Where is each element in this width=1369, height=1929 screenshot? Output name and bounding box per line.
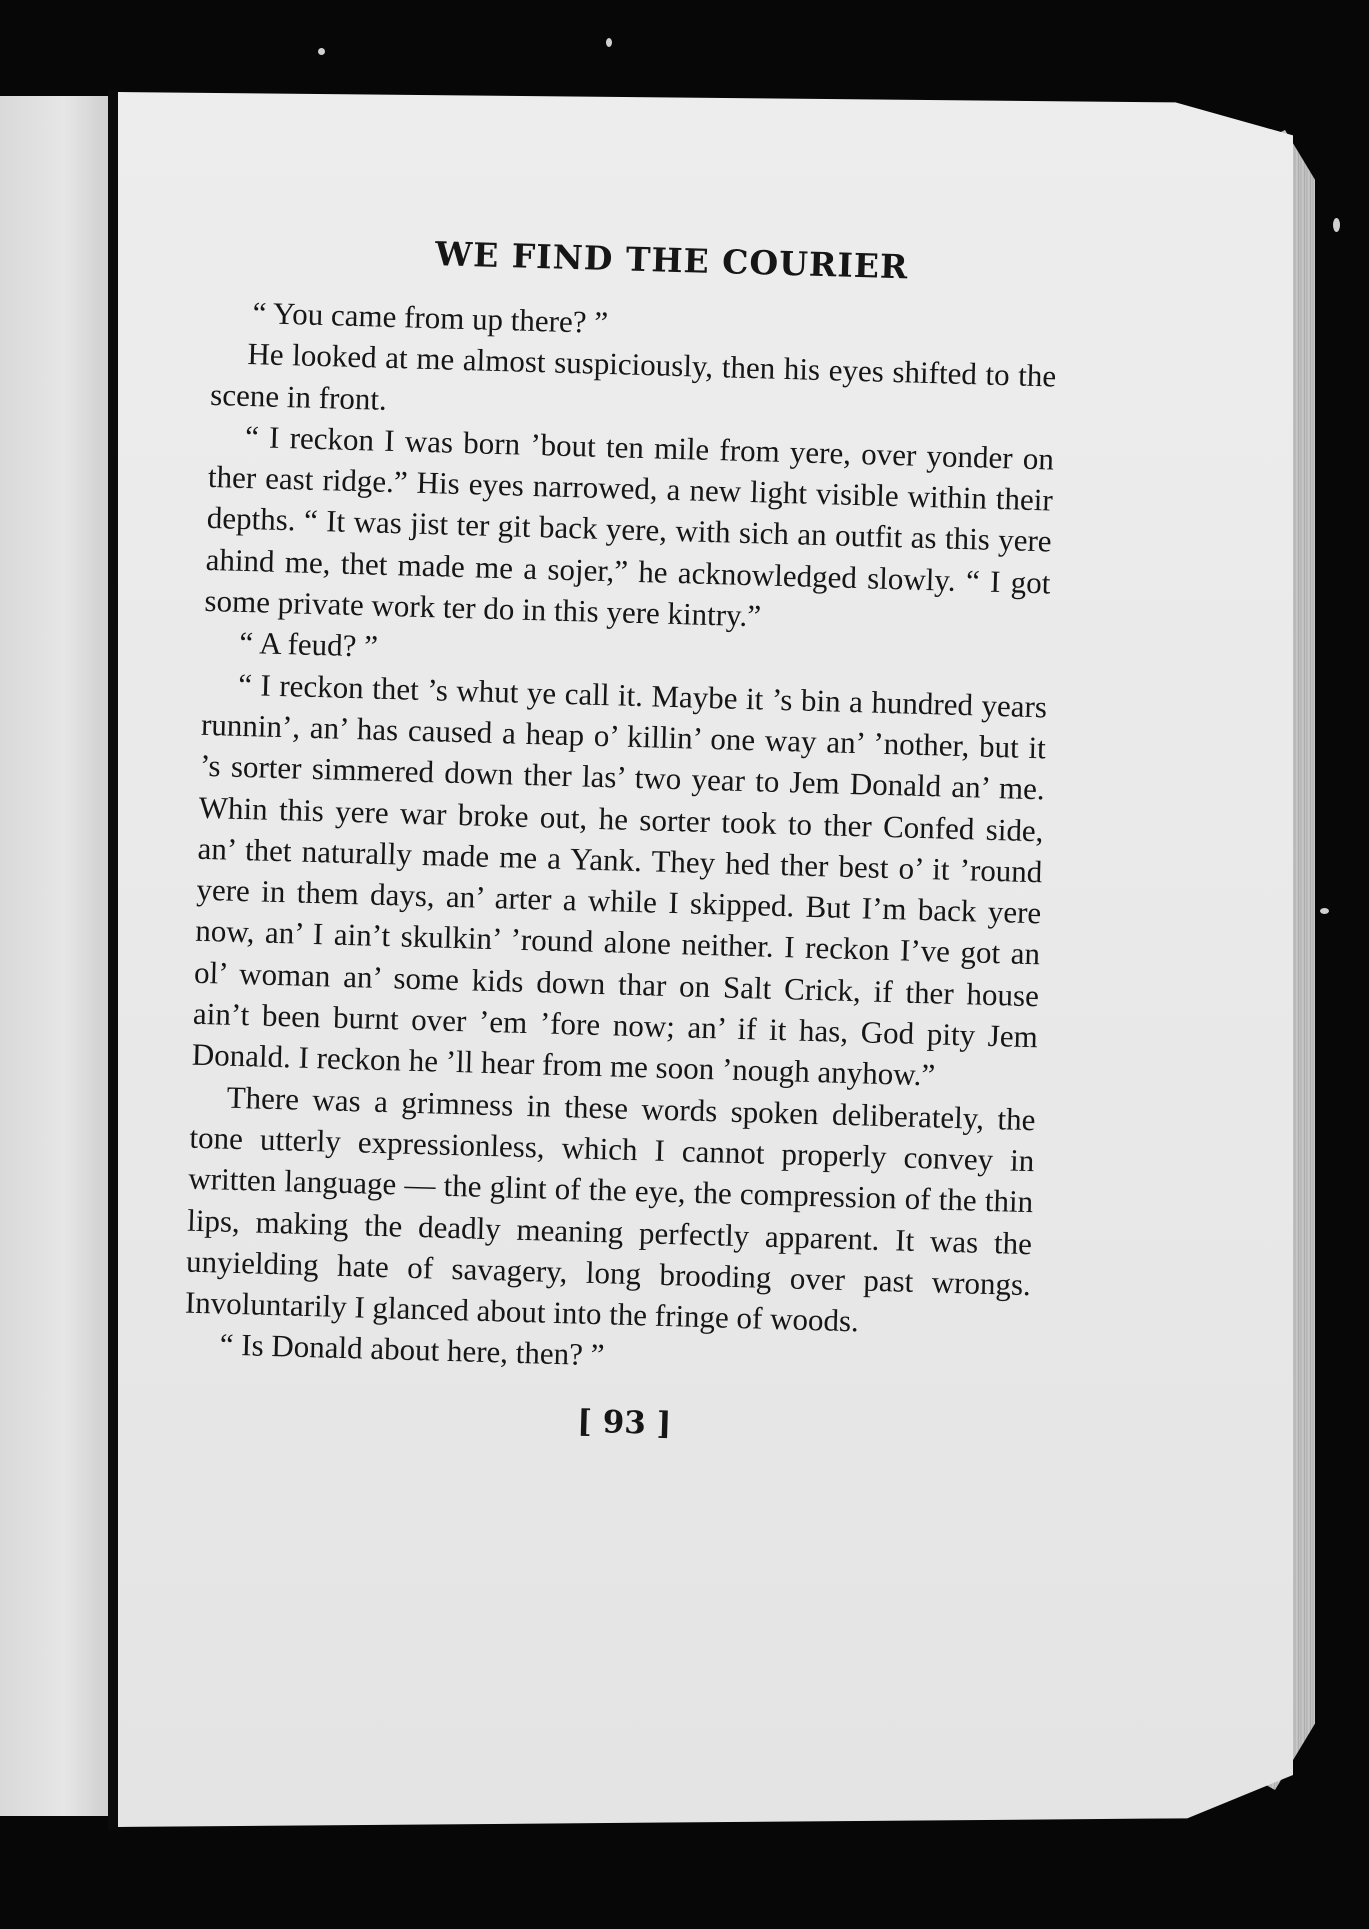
paragraph: “ I reckon thet ’s whut ye call it. Maybe it ’s bin a hundred years runnin’, an’ has caused a heap o’ killin’ one way an’ ’nother, but it ’s sorter simmered down ther las’ two year to Jem Donald an’ me. Whin this yere war broke out, he sorter took to ther Confed side, an’ thet naturally made me a Yank. They hed ther best o’ it ’round yere in them days, an’ arter a while I skipped. But I’m back yere now, an’ I ain’t skulkin’ ’round alone neither. I reckon I’ve got an ol’ woman an’ some kids down thar on Salt Crick, if ther house ain’t been burnt over ’em ’fore now; an’ if it has, God pity Jem Donald. I reckon he ’ll hear from me soon ’nough anyhow.”: [191, 666, 1048, 1093]
paragraph: There was a grimness in these words spoken deliberately, the tone utterly expressionless, which I cannot properly convey in written language — the glint of the eye, the compression of the thin lips, making the deadly meaning perfectly apparent. It was the unyielding hate of savagery, long brooding over past wrongs. Involuntarily I glanced about into the fringe of woods.: [184, 1079, 1036, 1339]
paragraph: He looked at me almost suspiciously, then his eyes shifted to the scene in front.: [209, 336, 1057, 417]
facing-page-edge: [0, 96, 108, 1816]
paragraph: “ I reckon I was born ’bout ten mile from yere, over yonder on ther east ridge.” His eyes narrowed, a new light visible within their depths. “ It was jist ter git back yere, with sich an outfit as this yere ahind me, thet made me a sojer,” he acknowledged slowly. “ I got some private work ter do in this yere kintry.”: [204, 418, 1055, 634]
dust-speck: [318, 48, 325, 55]
running-head: WE FIND THE COURIER: [434, 234, 909, 287]
page-text-block: [181, 228, 1059, 1452]
paragraph: “ A feud? ”: [238, 625, 379, 665]
page-number: [ 93 ]: [576, 1403, 672, 1442]
paragraph: “ You came from up there? ”: [252, 295, 609, 341]
paragraph: “ Is Donald about here, then? ”: [219, 1326, 605, 1373]
dust-speck: [606, 38, 612, 47]
book-gutter: [108, 90, 118, 1830]
dust-speck: [1320, 908, 1329, 914]
dust-speck: [1333, 218, 1340, 232]
